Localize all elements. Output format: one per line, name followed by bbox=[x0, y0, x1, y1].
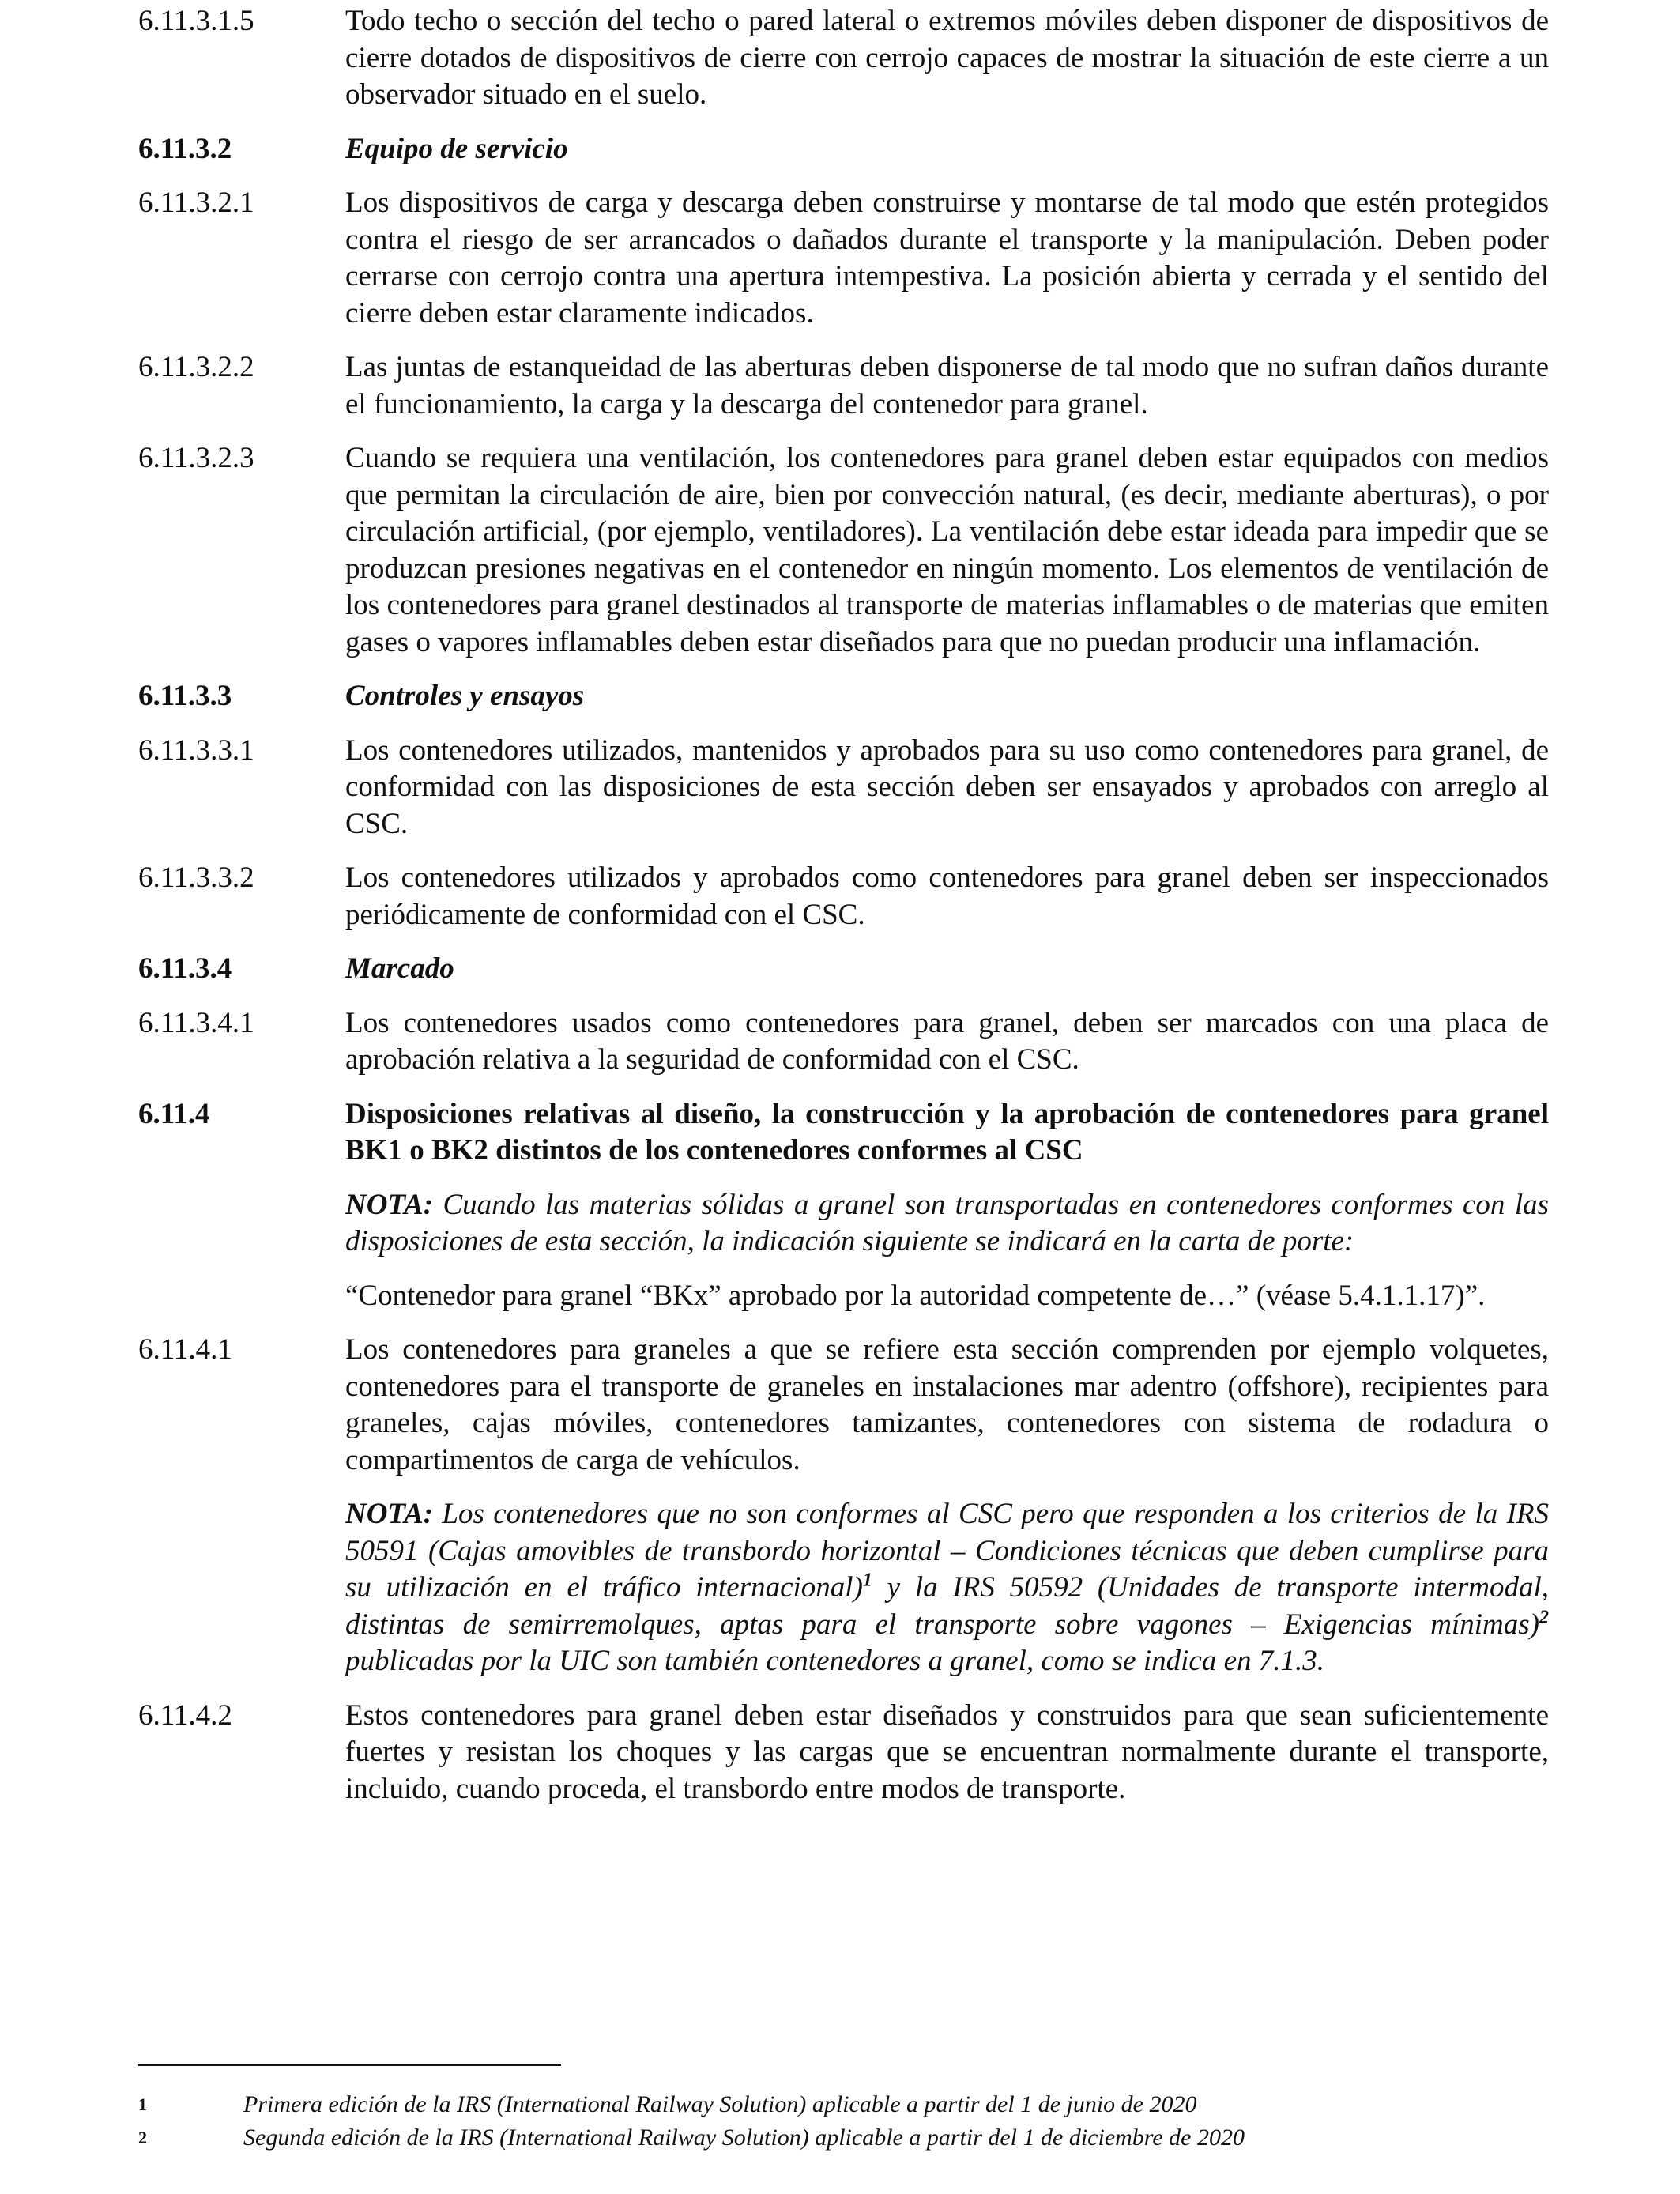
footnote-mark: 2 bbox=[138, 2128, 147, 2147]
section-6-11-3-3-2 bbox=[138, 860, 1549, 933]
section-6-11-3-4-1 bbox=[138, 1005, 1549, 1079]
section-text: Cuando se requiera una ventilación, los contenedores para granel deben estar equipados con medios que permitan la circulación de aire, bien por convección natural, (es decir, mediante aberturas), o por circulación artificial, (por ejemplo, ventiladores). La ventilación debe estar ideada para impedir que se produzcan presiones negativas en el contenedor en ningún momento. Los elementos de ventilación de los contenedores para granel destinados al transporte de materias inflamables o de materias que emiten gases o vapores inflamables deben estar diseñados para que no puedan producir una inflamación. bbox=[345, 442, 1549, 658]
section-number: 6.11.3.3 bbox=[138, 680, 232, 712]
section-heading: Controles y ensayos bbox=[345, 680, 585, 712]
footnote-text: Primera edición de la IRS (International Railway Solution) aplicable a partir del 1 de junio de 2020 bbox=[243, 2091, 1197, 2117]
section-text: Los contenedores para graneles a que se refiere esta sección comprenden por ejemplo volquetes, contenedores para el transporte de graneles en instalaciones mar adentro (offshore), recipientes para graneles, cajas móviles, contenedores tamizantes, contenedores con sistema de rodadura o compartimentos de carga de vehículos. bbox=[345, 1333, 1549, 1476]
note-text: Cuando las materias sólidas a granel son transportadas en contenedores conformes con las disposiciones de esta sección, la indicación siguiente se indicará en la carta de porte: bbox=[345, 1188, 1550, 1257]
section-6-11-3-2-3 bbox=[138, 440, 1549, 661]
section-6-11-3-3-1 bbox=[138, 733, 1549, 843]
section-text: Los dispositivos de carga y descarga deben construirse y montarse de tal modo que estén protegidos contra el riesgo de ser arrancados o dañados durante el transporte y la manipulación. Deben poder cerrarse con cerrojo contra una apertura intempestiva. La posición abierta y cerrada y el sentido del cierre deben estar claramente indicados. bbox=[345, 187, 1549, 330]
section-text: Los contenedores usados como contenedores para granel, deben ser marcados con una placa de aprobación relativa a la seguridad de conformidad con el CSC. bbox=[345, 1006, 1549, 1076]
section-number: 6.11.3.2.2 bbox=[138, 351, 254, 383]
section-heading: Disposiciones relativas al diseño, la construcción y la aprobación de contenedores para granel BK1 o BK2 distintos de los contenedores conformes al CSC bbox=[345, 1097, 1549, 1167]
section-text: Todo techo o sección del techo o pared lateral o extremos móviles deben disponer de dispositivos de cierre dotados de dispositivos de cierre con cerrojo capaces de mostrar la situación de este cierre a un observador situado en el suelo. bbox=[345, 5, 1549, 111]
section-number: 6.11.4.2 bbox=[138, 1698, 232, 1732]
section-6-11-4-1 bbox=[138, 1332, 1549, 1479]
note-label: NOTA: bbox=[345, 1498, 433, 1530]
document-body bbox=[138, 3, 1549, 1825]
section-text: Estos contenedores para granel deben estar diseñados y construidos para que sean suficientemente fuertes y resistan los choques y las cargas que se encuentran normalmente durante el transporte, incluido, cuando proceda, el transbordo entre modos de transporte. bbox=[345, 1698, 1549, 1805]
footnote-mark: 1 bbox=[138, 2094, 147, 2114]
section-heading: Marcado bbox=[345, 952, 454, 985]
note-irs bbox=[138, 1496, 1549, 1680]
section-text: Los contenedores utilizados, mantenidos y aprobados para su uso como contenedores para granel, de conformidad con las disposiciones de esta sección deben ser ensayados y aprobados con arreglo al CSC. bbox=[345, 733, 1549, 840]
section-number: 6.11.4.1 bbox=[138, 1333, 232, 1366]
footnote-ref-2[interactable]: 2 bbox=[1539, 1607, 1549, 1628]
note-text-part2: y la IRS 50592 (Unidades de transporte intermodal, distintas de semirremolques, aptas para el transporte sobre vagones – Exigencias mínimas) bbox=[345, 1571, 1550, 1641]
section-text: Los contenedores utilizados y aprobados como contenedores para granel deben ser inspeccionados periódicamente de conformidad con el CSC. bbox=[345, 861, 1549, 931]
note-label: NOTA: bbox=[345, 1188, 433, 1221]
section-number: 6.11.4 bbox=[138, 1097, 210, 1130]
section-number: 6.11.3.2.1 bbox=[138, 187, 254, 219]
quote-text: “Contenedor para granel “BKx” aprobado por la autoridad competente de…” (véase 5.4.1.1.17)”. bbox=[345, 1279, 1486, 1312]
note-carta-de-porte bbox=[138, 1187, 1549, 1261]
section-6-11-4-2 bbox=[138, 1698, 1549, 1808]
footnote-2 bbox=[138, 2121, 1549, 2154]
footnote-1 bbox=[138, 2088, 1549, 2121]
section-6-11-3-2-1 bbox=[138, 185, 1549, 332]
note-text-part1: Los contenedores que no son conformes al CSC pero que responden a los criterios de la IRS 50591 (Cajas amovibles de transbordo horizontal – Condiciones técnicas que deben cumplirse para su utilización en el tráfico internacional) bbox=[345, 1498, 1550, 1604]
note-text-part3: publicadas por la UIC son también contenedores a granel, como se indica en 7.1.3. bbox=[345, 1645, 1324, 1677]
section-6-11-3-2 bbox=[138, 131, 1549, 168]
section-6-11-3-3 bbox=[138, 678, 1549, 715]
footnotes bbox=[138, 2088, 1549, 2154]
section-number: 6.11.3.3.1 bbox=[138, 733, 254, 767]
section-number: 6.11.3.2 bbox=[138, 132, 232, 165]
section-6-11-3-4 bbox=[138, 951, 1549, 988]
section-number: 6.11.3.2.3 bbox=[138, 442, 254, 474]
section-6-11-3-2-2 bbox=[138, 349, 1549, 423]
section-6-11-4 bbox=[138, 1096, 1549, 1170]
section-text: Las juntas de estanqueidad de las aberturas deben disponerse de tal modo que no sufran daños durante el funcionamiento, la carga y la descarga del contenedor para granel. bbox=[345, 351, 1549, 420]
footnote-divider bbox=[138, 2064, 561, 2066]
section-heading: Equipo de servicio bbox=[345, 132, 568, 165]
quote-paragraph bbox=[138, 1278, 1549, 1315]
section-number: 6.11.3.4 bbox=[138, 952, 232, 985]
footnote-ref-1[interactable]: 1 bbox=[862, 1570, 872, 1591]
section-number: 6.11.3.4.1 bbox=[138, 1006, 254, 1039]
section-number: 6.11.3.3.2 bbox=[138, 861, 254, 894]
section-number: 6.11.3.1.5 bbox=[138, 5, 254, 37]
footnote-text: Segunda edición de la IRS (International Railway Solution) aplicable a partir del 1 de diciembre de 2020 bbox=[243, 2124, 1245, 2151]
section-6-11-3-1-5 bbox=[138, 3, 1549, 114]
